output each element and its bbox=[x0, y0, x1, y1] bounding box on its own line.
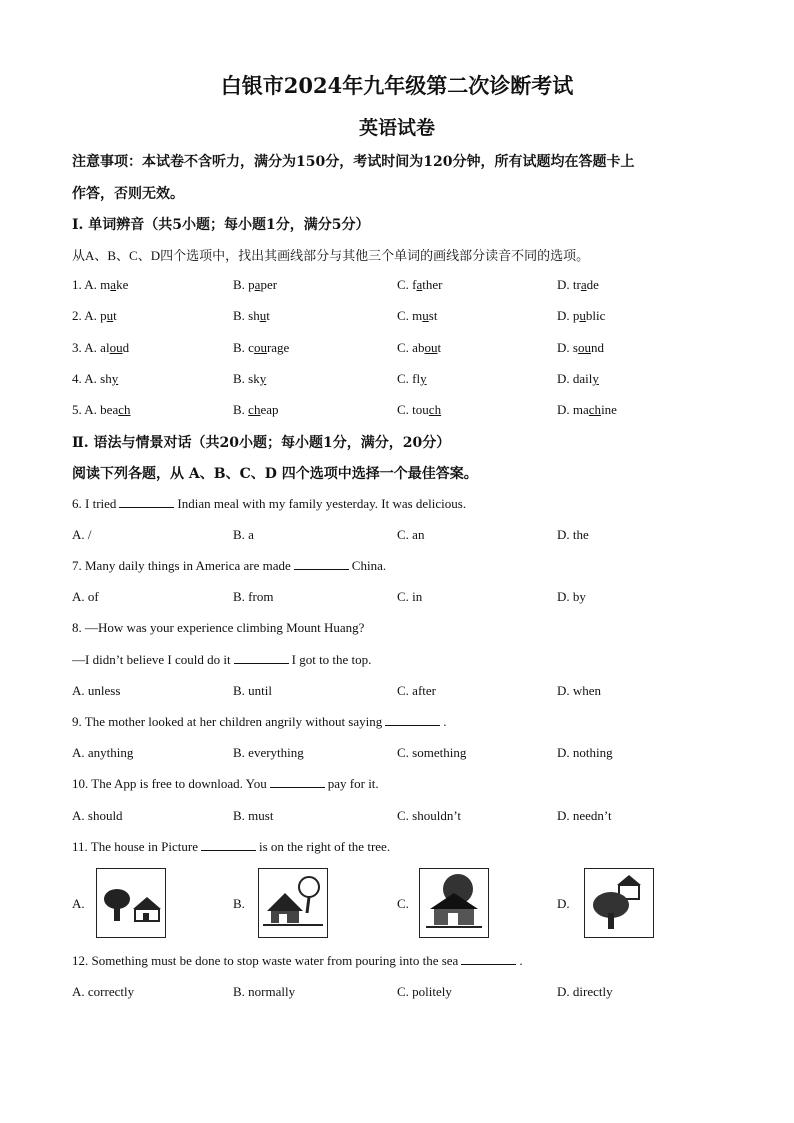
q3-option-c[interactable]: C. about bbox=[397, 340, 442, 355]
q1-option-b[interactable]: B. paper bbox=[233, 277, 278, 292]
q11-picture-a[interactable] bbox=[96, 868, 166, 938]
section1-heading: I. 单词辨音（共5小题；每小题1分，满分5分） bbox=[72, 217, 370, 233]
q3-option-a[interactable]: 3. A. aloud bbox=[72, 340, 130, 355]
q4-option-d[interactable]: D. daily bbox=[557, 371, 599, 386]
q5-option-a[interactable]: 5. A. beach bbox=[72, 402, 131, 417]
q9-option-d[interactable]: D. nothing bbox=[557, 745, 613, 760]
q1-option-d[interactable]: D. trade bbox=[557, 277, 599, 292]
q11-picture-c[interactable] bbox=[419, 868, 489, 938]
q11-stem: 11. The house in Picture is on the right of the tree. bbox=[72, 839, 391, 854]
q1-option-c[interactable]: C. father bbox=[397, 277, 443, 292]
q9-option-b[interactable]: B. everything bbox=[233, 745, 304, 760]
q5-option-d[interactable]: D. machine bbox=[557, 402, 617, 417]
q12-option-d[interactable]: D. directly bbox=[557, 984, 613, 999]
answer-blank bbox=[201, 839, 256, 851]
q7-option-b[interactable]: B. from bbox=[233, 589, 274, 604]
answer-blank bbox=[119, 496, 174, 508]
section2-heading: Ⅱ. 语法与情景对话（共20小题；每小题1分，满分，20分） bbox=[72, 435, 451, 451]
exam-subtitle: 英语试卷 bbox=[358, 117, 435, 139]
q12-stem: 12. Something must be done to stop waste water from pouring into the sea . bbox=[72, 953, 523, 968]
answer-blank bbox=[234, 652, 289, 664]
q6-option-a[interactable]: A. / bbox=[72, 527, 92, 542]
q12-option-b[interactable]: B. normally bbox=[233, 984, 296, 999]
q5-option-c[interactable]: C. touch bbox=[397, 402, 442, 417]
tree-right-house-left-icon bbox=[259, 869, 327, 937]
q11-option-d[interactable]: D. bbox=[557, 896, 570, 911]
q3-option-b[interactable]: B. courage bbox=[233, 340, 290, 355]
q1-option-a[interactable]: 1. A. make bbox=[72, 277, 129, 292]
section2-instruction: 阅读下列各题，从 A、B、C、D 四个选项中选择一个最佳答案。 bbox=[72, 466, 478, 482]
q7-option-c[interactable]: C. in bbox=[397, 589, 423, 604]
q10-option-d[interactable]: D. needn’t bbox=[557, 808, 612, 823]
q11-option-b[interactable]: B. bbox=[233, 896, 245, 911]
q2-option-a[interactable]: 2. A. put bbox=[72, 308, 117, 323]
q8-option-a[interactable]: A. unless bbox=[72, 683, 121, 698]
q6-option-d[interactable]: D. the bbox=[557, 527, 589, 542]
q11-option-a[interactable]: A. bbox=[72, 896, 85, 911]
q4-option-b[interactable]: B. sky bbox=[233, 371, 267, 386]
q12-option-c[interactable]: C. politely bbox=[397, 984, 452, 999]
q8-option-d[interactable]: D. when bbox=[557, 683, 602, 698]
q11-picture-d[interactable] bbox=[584, 868, 654, 938]
q5-option-b[interactable]: B. cheap bbox=[233, 402, 279, 417]
notice-line-2: 作答，否则无效。 bbox=[72, 186, 184, 202]
notice-line-1: 注意事项：本试卷不含听力，满分为150分，考试时间为120分钟，所有试题均在答题卡上 bbox=[72, 154, 635, 170]
q8-option-c[interactable]: C. after bbox=[397, 683, 436, 698]
tree-behind-house-icon bbox=[420, 869, 488, 937]
q7-option-d[interactable]: D. by bbox=[557, 589, 586, 604]
q8-stem-line-2: —I didn’t believe I could do it I got to the top. bbox=[72, 652, 372, 667]
q11-option-c[interactable]: C. bbox=[397, 896, 409, 911]
q9-option-c[interactable]: C. something bbox=[397, 745, 467, 760]
q7-option-a[interactable]: A. of bbox=[72, 589, 99, 604]
q6-stem: 6. I tried Indian meal with my family yesterday. It was delicious. bbox=[72, 496, 467, 511]
q8-stem-line-1: 8. —How was your experience climbing Mount Huang? bbox=[72, 620, 365, 635]
answer-blank bbox=[294, 558, 349, 570]
tree-left-house-right-icon bbox=[97, 869, 165, 937]
q4-option-c[interactable]: C. fly bbox=[397, 371, 427, 386]
q3-option-d[interactable]: D. sound bbox=[557, 340, 604, 355]
q8-option-b[interactable]: B. until bbox=[233, 683, 273, 698]
q9-option-a[interactable]: A. anything bbox=[72, 745, 134, 760]
exam-title: 白银市2024年九年级第二次诊断考试 bbox=[220, 73, 574, 98]
q10-option-b[interactable]: B. must bbox=[233, 808, 274, 823]
q6-option-c[interactable]: C. an bbox=[397, 527, 425, 542]
q2-option-d[interactable]: D. public bbox=[557, 308, 606, 323]
q10-stem: 10. The App is free to download. You pay for it. bbox=[72, 776, 379, 791]
section1-instruction: 从A、B、C、D四个选项中，找出其画线部分与其他三个单词的画线部分读音不同的选项。 bbox=[72, 248, 590, 263]
q2-option-b[interactable]: B. shut bbox=[233, 308, 270, 323]
answer-blank bbox=[385, 714, 440, 726]
q9-stem: 9. The mother looked at her children angrily without saying . bbox=[72, 714, 447, 729]
q6-option-b[interactable]: B. a bbox=[233, 527, 254, 542]
q10-option-a[interactable]: A. should bbox=[72, 808, 123, 823]
q2-option-c[interactable]: C. must bbox=[397, 308, 438, 323]
q4-option-a[interactable]: 4. A. shy bbox=[72, 371, 119, 386]
q7-stem: 7. Many daily things in America are made China. bbox=[72, 558, 387, 573]
answer-blank bbox=[270, 776, 325, 788]
q10-option-c[interactable]: C. shouldn’t bbox=[397, 808, 462, 823]
house-behind-tree-icon bbox=[585, 869, 653, 937]
answer-blank bbox=[461, 953, 516, 965]
q12-option-a[interactable]: A. correctly bbox=[72, 984, 135, 999]
q11-picture-b[interactable] bbox=[258, 868, 328, 938]
